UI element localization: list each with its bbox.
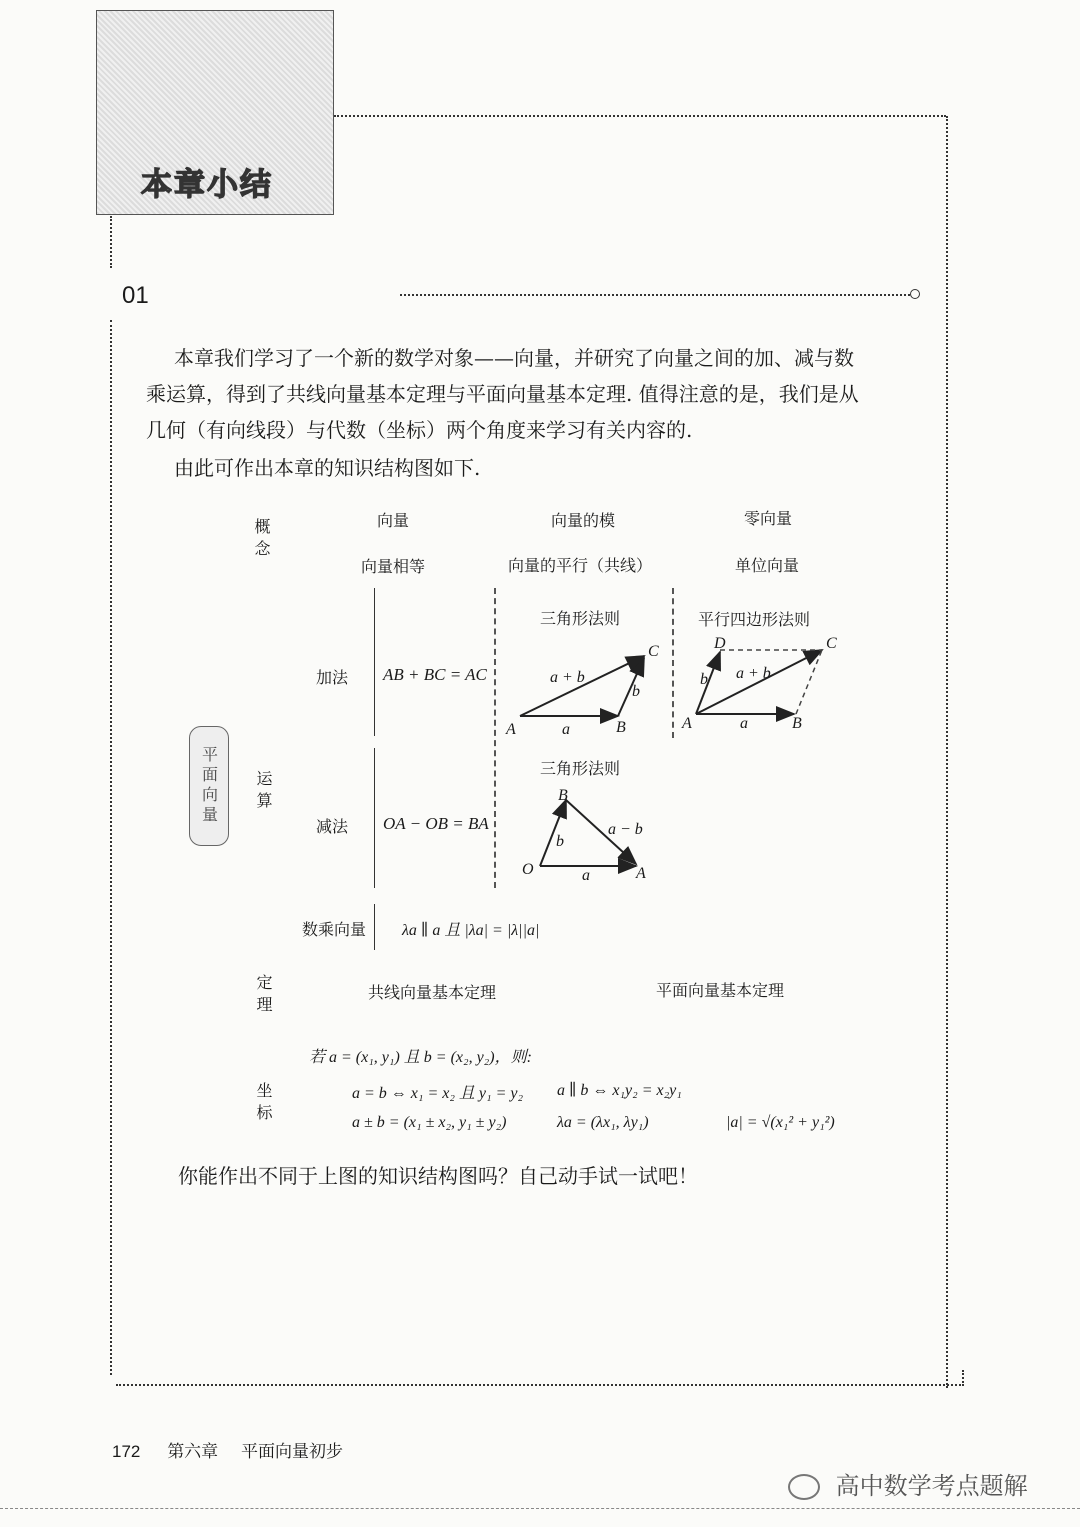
- intro-line-4: 由此可作出本章的知识结构图如下.: [174, 456, 481, 480]
- chapter-number: 第六章: [167, 1442, 219, 1462]
- concept-parallel-vectors: 向量的平行（共线）: [508, 556, 653, 575]
- label-a: a: [562, 721, 570, 738]
- frame-top-border: [334, 115, 946, 117]
- sub-point-o: O: [522, 861, 534, 878]
- addition-parallelogram-rule: 平行四边形法则: [698, 610, 811, 629]
- sub-label-a-minus-b: a − b: [608, 821, 643, 838]
- coordinate-scalar: λa = (λx₁, λy₁): [557, 1114, 649, 1131]
- label-a-plus-b: a + b: [550, 669, 585, 686]
- subtraction-formula: OA − OB = BA: [383, 814, 489, 833]
- scalar-formula: λa ∥ a 且 |λa| = |λ||a|: [402, 922, 540, 939]
- coordinate-label: 坐标: [254, 1082, 273, 1126]
- pg-point-a: A: [682, 715, 692, 732]
- theorem-collinear: 共线向量基本定理: [368, 983, 497, 1002]
- theorem-label: 定理: [254, 974, 273, 1018]
- operation-label: 运算: [254, 770, 273, 814]
- pg-point-c: C: [826, 635, 837, 652]
- addition-divider: [374, 588, 375, 736]
- intro-line-2: 乘运算，得到了共线向量基本定理与平面向量基本定理. 值得注意的是，我们是从: [146, 382, 859, 406]
- subtraction-triangle-figure: [514, 782, 664, 886]
- subtraction-label: 减法: [316, 817, 349, 836]
- intro-line-3: 几何（有向线段）与代数（坐标）两个角度来学习有关内容的.: [146, 418, 693, 442]
- rule-divider: [494, 588, 496, 888]
- intro-line-1: 本章我们学习了一个新的数学对象——向量，并研究了向量之间的加、减与数: [174, 346, 854, 370]
- section-rule-end-icon: [910, 289, 920, 299]
- sub-label-a: a: [582, 867, 590, 884]
- pg-label-a: a: [740, 715, 748, 732]
- theorem-plane: 平面向量基本定理: [656, 981, 785, 1000]
- rule-divider-2: [672, 588, 674, 738]
- watermark: [788, 1466, 1028, 1501]
- concept-vector: 向量: [377, 511, 410, 530]
- section-rule: [400, 294, 910, 296]
- chapter-title-box: [96, 10, 334, 215]
- sub-label-b: b: [556, 833, 564, 850]
- chapter-title: 平面向量初步: [241, 1442, 343, 1462]
- concept-equal-vectors: 向量相等: [361, 557, 426, 576]
- frame-right-border: [946, 116, 948, 1388]
- coordinate-magnitude: |a| = √(x₁² + y₁²): [726, 1114, 835, 1131]
- watermark-text: 高中数学考点题解: [835, 1472, 1028, 1500]
- concept-magnitude: 向量的模: [551, 511, 616, 530]
- page-footer: [112, 1437, 343, 1462]
- plane-vector-label: 平面向量: [189, 726, 229, 846]
- frame-left-border: [110, 320, 112, 1375]
- wechat-icon: [788, 1474, 820, 1500]
- section-number: 01: [122, 282, 149, 309]
- addition-triangle-figure: [500, 636, 672, 740]
- coordinate-premise: 若 a = (x₁, y₁) 且 b = (x₂, y₂)，则:: [309, 1049, 532, 1066]
- concept-label: 概念: [252, 518, 271, 562]
- page-number: 172: [112, 1442, 141, 1461]
- frame-left-border-top: [110, 216, 112, 268]
- pg-label-b: b: [700, 671, 708, 688]
- chapter-title: 本章小结: [141, 167, 273, 203]
- pg-point-b: B: [792, 715, 802, 732]
- coordinate-sum: a ± b = (x₁ ± x₂, y₁ ± y₂): [352, 1114, 507, 1131]
- sub-point-b: B: [558, 787, 568, 804]
- addition-label: 加法: [316, 668, 349, 687]
- pg-point-d: D: [714, 635, 726, 652]
- subtraction-divider: [374, 748, 375, 888]
- sub-point-a: A: [636, 865, 646, 882]
- pg-label-a-plus-b: a + b: [736, 665, 771, 682]
- label-b: b: [632, 683, 640, 700]
- coordinate-parallel: a ∥ b ⇔ x₁y₂ = x₂y₁: [557, 1082, 682, 1099]
- coordinate-equal: a = b ⇔ x₁ = x₂ 且 y₁ = y₂: [352, 1085, 524, 1102]
- point-a: A: [506, 721, 516, 738]
- point-c: C: [648, 643, 659, 660]
- frame-bottom-border: [116, 1384, 964, 1386]
- concept-unit-vector: 单位向量: [735, 556, 800, 575]
- subtraction-triangle-rule: 三角形法则: [540, 759, 621, 778]
- concept-zero-vector: 零向量: [744, 509, 793, 528]
- scalar-divider: [374, 904, 375, 950]
- scan-edge: [0, 1508, 1080, 1509]
- scalar-label: 数乘向量: [302, 920, 367, 939]
- parallelogram-figure: [676, 628, 848, 736]
- closing-question: 你能作出不同于上图的知识结构图吗？自己动手试一试吧！: [178, 1164, 698, 1188]
- addition-formula: AB + BC = AC: [383, 665, 487, 684]
- point-b: B: [616, 719, 626, 736]
- addition-triangle-rule: 三角形法则: [540, 609, 621, 628]
- frame-corner: [962, 1370, 964, 1386]
